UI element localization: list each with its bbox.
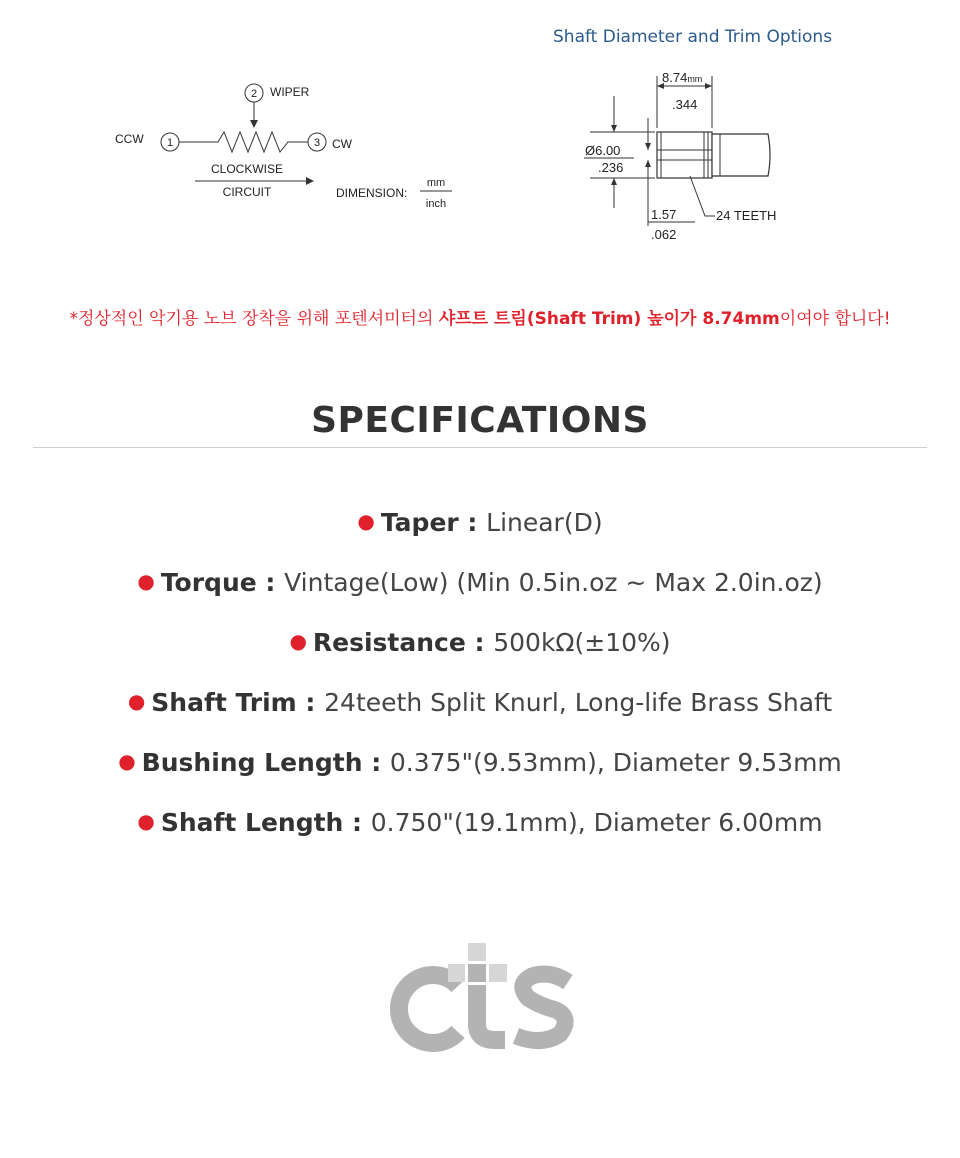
slot-inch: .062	[651, 227, 677, 242]
circuit-diagram	[100, 70, 470, 220]
cw-label: CW	[332, 137, 352, 151]
spec-label: Taper :	[380, 508, 487, 537]
notice-suffix: 이여야 합니다!	[779, 309, 891, 329]
wiper-number: 2	[250, 88, 258, 100]
shaft-diagram	[580, 66, 790, 246]
bullet-icon: ●	[118, 749, 136, 773]
teeth-label: 24 TEETH	[716, 208, 777, 223]
unit-mm: mm	[426, 177, 446, 189]
ccw-label: CCW	[115, 132, 144, 146]
bullet-icon: ●	[137, 569, 155, 593]
spec-row-torque	[0, 568, 960, 597]
diameter-mm: Ø6.00	[585, 143, 621, 158]
spec-value: Linear(D)	[486, 508, 603, 537]
spec-value: 0.750"(19.1mm), Diameter 6.00mm	[370, 808, 823, 837]
spec-label: Shaft Trim :	[151, 688, 325, 717]
circuit-label: CIRCUIT	[222, 185, 272, 199]
ccw-number: 1	[166, 137, 174, 149]
bullet-icon: ●	[289, 629, 307, 653]
shaft-trim-notice	[0, 304, 960, 329]
spec-row-shaft-length	[0, 808, 960, 837]
notice-prefix: *정상적인 악기용 노브 장착을 위해 포텐셔미터의	[69, 309, 439, 329]
spec-value: Vintage(Low) (Min 0.5in.oz ~ Max 2.0in.oz)	[284, 568, 823, 597]
logo-letter-s	[516, 974, 568, 1041]
trim-height-inch: .344	[672, 97, 698, 112]
spec-row-resistance	[0, 628, 960, 657]
trim-height-mm: 8.74mm	[662, 70, 703, 85]
clockwise-arrow	[306, 177, 314, 185]
cts-logo	[380, 940, 580, 1055]
spec-value: 0.375"(9.53mm), Diameter 9.53mm	[389, 748, 842, 777]
bullet-icon: ●	[357, 509, 375, 533]
logo-letter-c	[399, 975, 458, 1043]
resistor-symbol	[179, 132, 308, 152]
unit-inch: inch	[425, 198, 447, 210]
shaft-body	[712, 134, 770, 176]
cw-number: 3	[313, 137, 321, 149]
diameter-inch: .236	[598, 160, 624, 175]
dimension-label: DIMENSION:	[336, 186, 408, 200]
spec-label: Bushing Length :	[141, 748, 390, 777]
specifications-title: SPECIFICATIONS	[311, 400, 649, 441]
spec-label: Shaft Length :	[160, 808, 371, 837]
specifications-divider	[33, 447, 927, 448]
wiper-label: WIPER	[270, 85, 310, 99]
wiper-arrow	[250, 120, 258, 128]
spec-row-shaft-trim	[0, 688, 960, 717]
spec-value: 500kΩ(±10%)	[493, 628, 671, 657]
spec-label: Resistance :	[312, 628, 494, 657]
spec-label: Torque :	[160, 568, 285, 597]
bullet-icon: ●	[127, 689, 146, 713]
slot-mm: 1.57	[651, 207, 677, 222]
shaft-diagram-title: Shaft Diameter and Trim Options	[553, 27, 833, 47]
clockwise-label: CLOCKWISE	[210, 162, 284, 176]
spec-row-bushing-length	[0, 748, 960, 777]
notice-bold: 샤프트 트림(Shaft Trim) 높이가 8.74mm	[438, 309, 780, 329]
spec-row-taper	[0, 508, 960, 537]
spec-value: 24teeth Split Knurl, Long-life Brass Shaft	[324, 688, 833, 717]
bullet-icon: ●	[137, 809, 155, 833]
logo-letter-t	[477, 985, 505, 1040]
